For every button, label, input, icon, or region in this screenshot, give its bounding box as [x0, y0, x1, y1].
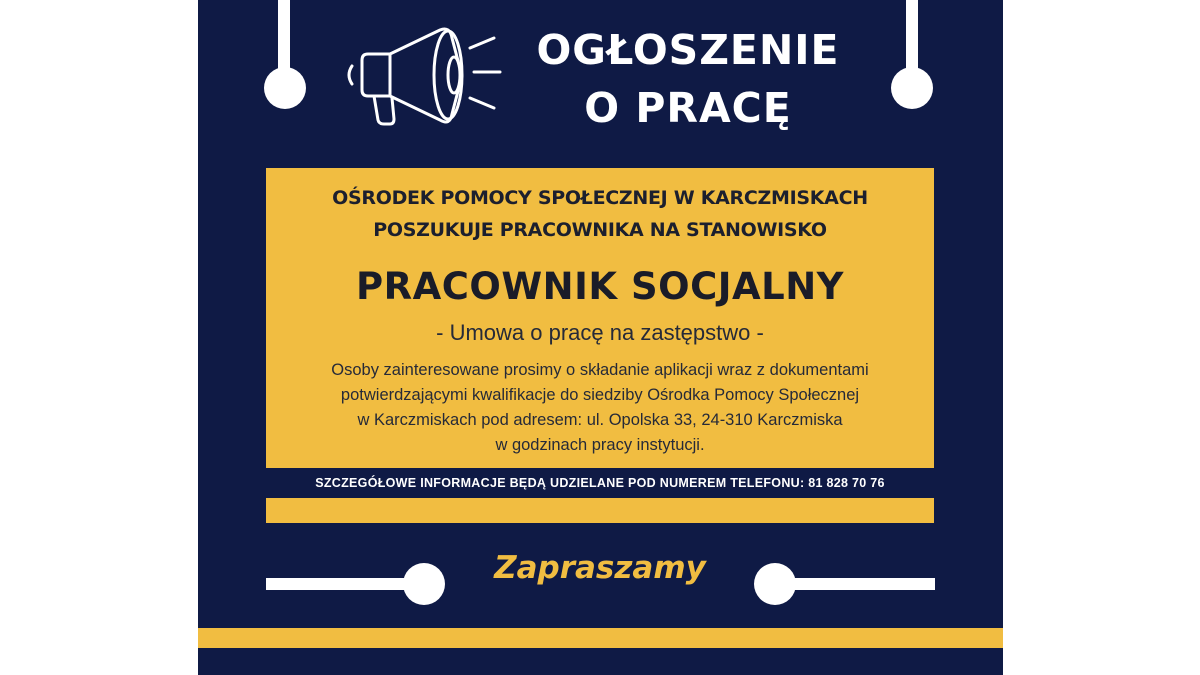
job-announcement-poster — [198, 0, 1003, 675]
instruction-line: w godzinach pracy instytucji. — [495, 436, 705, 454]
title-line-2: O PRACĘ — [584, 84, 792, 132]
instruction-line: Osoby zainteresowane prosimy o składanie aplikacji wraz z dokumentami — [331, 361, 869, 379]
decorative-pin-line — [906, 0, 918, 72]
organization-line-1: OŚRODEK POMOCY SPOŁECZNEJ W KARCZMISKACH — [332, 187, 868, 209]
instruction-line: w Karczmiskach pod adresem: ul. Opolska 33, 24-310 Karczmiska — [357, 411, 843, 429]
bottom-stripe — [198, 628, 1003, 648]
organization-line-2: POSZUKUJE PRACOWNIKA NA STANOWISKO — [373, 219, 827, 241]
invitation-text: Zapraszamy — [494, 550, 706, 586]
job-position-title: PRACOWNIK SOCJALNY — [356, 265, 844, 308]
decorative-pin-line — [278, 0, 290, 72]
megaphone-icon — [344, 16, 506, 128]
info-panel — [266, 168, 934, 523]
decorative-pin-dot — [264, 67, 306, 109]
page-title — [508, 24, 868, 134]
phone-info-bar: SZCZEGÓŁOWE INFORMACJE BĘDĄ UDZIELANE POD NUMEREM TELEFONU: 81 828 70 76 — [266, 468, 934, 498]
instruction-line: potwierdzającymi kwalifikacje do siedziby Ośrodka Pomocy Społecznej — [340, 386, 860, 404]
title-line-1: OGŁOSZENIE — [536, 26, 840, 74]
decorative-pin-line — [773, 578, 935, 590]
application-instructions — [286, 358, 914, 458]
contract-type: - Umowa o pracę na zastępstwo - — [436, 320, 764, 345]
decorative-pin-dot — [891, 67, 933, 109]
organization-heading — [266, 182, 934, 246]
